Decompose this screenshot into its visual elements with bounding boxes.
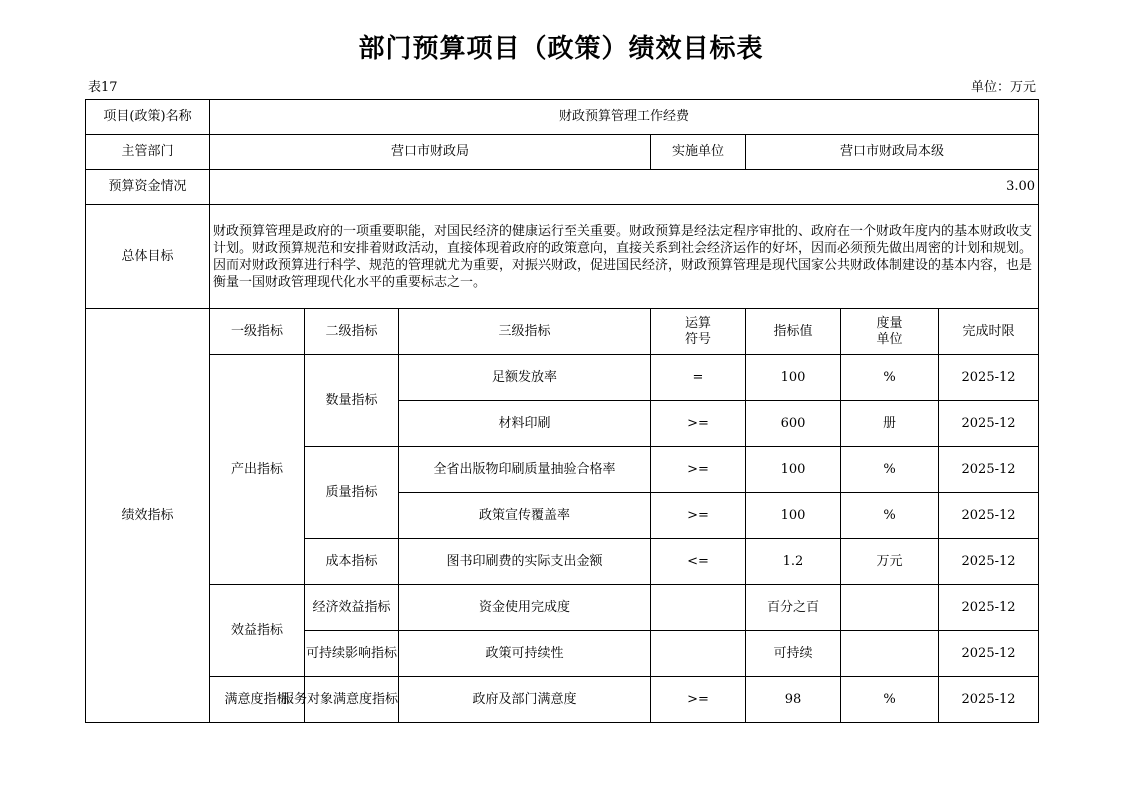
dept-value: 营口市财政局	[210, 135, 651, 170]
goal-value: 财政预算管理是政府的一项重要职能，对国民经济的健康运行至关重要。财政预算是经法定程序审批的、政府在一个财政年度内的基本财政收支计划。财政预算规范和安排着财政活动，直接体现着政府的政策意向，直接关系到社会经济运作的好坏，因而必须预先做出周密的计划和规划。因而对财政预算进行科学、规范的管理就尤为重要，对振兴财政，促进国民经济，财政预算管理是现代国家公共财政体制建设的基本内容，也是衡量一国财政管理现代化水平的重要标志之一。	[210, 205, 1039, 309]
indicator-unit: %	[841, 355, 939, 401]
indicator-operator: >=	[651, 401, 746, 447]
indicator-unit	[841, 631, 939, 677]
header-unit-line1: 度量	[876, 315, 903, 331]
indicator-unit	[841, 585, 939, 631]
group-cost: 成本指标	[305, 539, 399, 585]
indicator-name: 政策可持续性	[399, 631, 651, 677]
indicator-value: 100	[746, 493, 841, 539]
group-satisfaction: 满意度指标	[210, 677, 305, 723]
fund-label: 预算资金情况	[86, 170, 210, 205]
group-benefit: 效益指标	[210, 585, 305, 677]
indicator-value: 100	[746, 355, 841, 401]
indicator-operator: >=	[651, 493, 746, 539]
project-label: 项目(政策)名称	[86, 100, 210, 135]
perf-label: 绩效指标	[86, 309, 210, 723]
indicator-operator	[651, 631, 746, 677]
header-unit-line2: 单位	[876, 331, 903, 347]
indicator-operator: <=	[651, 539, 746, 585]
header-operator-line2: 符号	[684, 331, 711, 347]
indicator-deadline: 2025-12	[939, 585, 1039, 631]
table-row	[86, 677, 1039, 723]
indicator-deadline: 2025-12	[939, 447, 1039, 493]
indicator-deadline: 2025-12	[939, 539, 1039, 585]
indicator-deadline: 2025-12	[939, 631, 1039, 677]
indicator-unit: 万元	[841, 539, 939, 585]
project-value: 财政预算管理工作经费	[210, 100, 1039, 135]
indicator-name: 图书印刷费的实际支出金额	[399, 539, 651, 585]
indicator-value: 可持续	[746, 631, 841, 677]
indicator-name: 资金使用完成度	[399, 585, 651, 631]
indicator-deadline: 2025-12	[939, 355, 1039, 401]
indicator-name: 足额发放率	[399, 355, 651, 401]
indicator-name: 全省出版物印刷质量抽验合格率	[399, 447, 651, 493]
indicator-unit: 册	[841, 401, 939, 447]
indicator-name: 政策宣传覆盖率	[399, 493, 651, 539]
indicator-deadline: 2025-12	[939, 401, 1039, 447]
table-number: 表17	[88, 80, 118, 95]
page-title: 部门预算项目（政策）绩效目标表	[358, 34, 764, 64]
performance-table	[85, 99, 1039, 723]
group-sustain: 可持续影响指标	[305, 631, 399, 677]
indicator-operator: >=	[651, 447, 746, 493]
header-row	[86, 309, 1039, 355]
header-level2: 二级指标	[305, 309, 399, 355]
impl-value: 营口市财政局本级	[746, 135, 1039, 170]
indicator-value: 1.2	[746, 539, 841, 585]
goal-label: 总体目标	[86, 205, 210, 309]
table-row	[86, 585, 1039, 631]
impl-label: 实施单位	[651, 135, 746, 170]
header-operator	[651, 309, 746, 355]
group-quality: 质量指标	[305, 447, 399, 539]
indicator-value: 100	[746, 447, 841, 493]
group-economic: 经济效益指标	[305, 585, 399, 631]
indicator-operator: =	[651, 355, 746, 401]
indicator-operator	[651, 585, 746, 631]
indicator-name: 政府及部门满意度	[399, 677, 651, 723]
indicator-value: 98	[746, 677, 841, 723]
table-row	[86, 355, 1039, 401]
indicator-deadline: 2025-12	[939, 493, 1039, 539]
table-row	[86, 205, 1039, 309]
indicator-unit: %	[841, 447, 939, 493]
header-unit	[841, 309, 939, 355]
header-level3: 三级指标	[399, 309, 651, 355]
table-row	[86, 170, 1039, 205]
indicator-value: 600	[746, 401, 841, 447]
indicator-value: 百分之百	[746, 585, 841, 631]
unit-label: 单位：万元	[970, 80, 1036, 95]
table-row	[86, 100, 1039, 135]
indicator-name: 材料印刷	[399, 401, 651, 447]
group-service: 服务对象满意度指标	[305, 677, 399, 723]
fund-value: 3.00	[210, 170, 1039, 205]
table-row	[86, 135, 1039, 170]
header-operator-line1: 运算	[684, 315, 711, 331]
group-output: 产出指标	[210, 355, 305, 585]
indicator-unit: %	[841, 493, 939, 539]
header-value: 指标值	[746, 309, 841, 355]
indicator-unit: %	[841, 677, 939, 723]
indicator-operator: >=	[651, 677, 746, 723]
header-deadline: 完成时限	[939, 309, 1039, 355]
indicator-deadline: 2025-12	[939, 677, 1039, 723]
header-level1: 一级指标	[210, 309, 305, 355]
dept-label: 主管部门	[86, 135, 210, 170]
group-quantity: 数量指标	[305, 355, 399, 447]
